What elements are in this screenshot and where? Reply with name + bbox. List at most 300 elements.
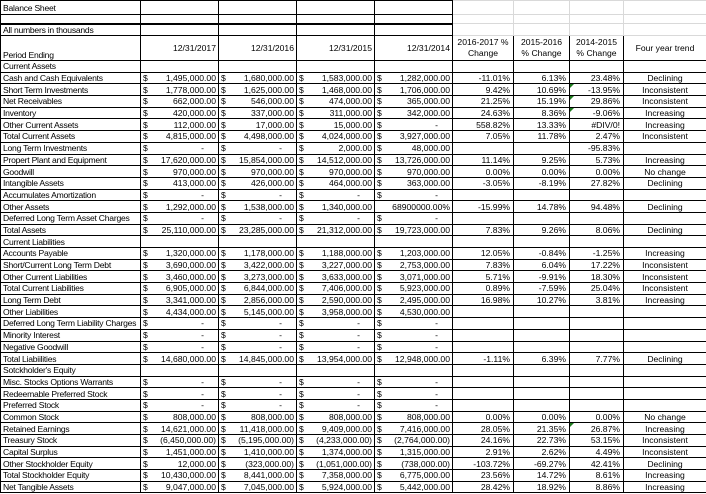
pct-cell[interactable]: 3.81%: [570, 294, 624, 306]
trend-cell[interactable]: [624, 329, 706, 341]
money-cell[interactable]: [297, 107, 375, 119]
trend-cell[interactable]: [624, 341, 706, 353]
empty-cell[interactable]: [570, 1, 624, 15]
section-label-cell[interactable]: Current Assets: [1, 61, 141, 73]
empty-cell[interactable]: [375, 1, 453, 15]
pct-cell[interactable]: -7.59%: [514, 283, 570, 295]
money-cell[interactable]: [375, 388, 453, 400]
pct-cell[interactable]: 6.13%: [514, 72, 570, 84]
money-cell[interactable]: [297, 353, 375, 365]
money-cell[interactable]: [219, 119, 297, 131]
row-label-cell[interactable]: Cash and Cash Equivalents: [1, 72, 141, 84]
money-cell[interactable]: [375, 96, 453, 108]
money-cell[interactable]: [219, 107, 297, 119]
pct-cell[interactable]: [453, 318, 514, 330]
money-cell[interactable]: [375, 423, 453, 435]
pct-cell[interactable]: [570, 376, 624, 388]
money-cell[interactable]: [141, 411, 219, 423]
pct-cell[interactable]: -9.91%: [514, 271, 570, 283]
trend-cell[interactable]: [624, 142, 706, 154]
section-label-cell[interactable]: Current Liabilities: [1, 236, 141, 248]
money-cell[interactable]: [219, 435, 297, 447]
money-cell[interactable]: [297, 201, 375, 213]
money-cell[interactable]: [219, 318, 297, 330]
pct-cell[interactable]: 8.36%: [514, 107, 570, 119]
pct-cell[interactable]: [514, 212, 570, 224]
pct-cell[interactable]: [453, 399, 514, 411]
pct-change-header-2014-2015[interactable]: 2014-2015 % Change: [570, 36, 624, 61]
row-label-cell[interactable]: Retained Earnings: [1, 423, 141, 435]
money-cell[interactable]: [375, 294, 453, 306]
empty-cell[interactable]: [514, 1, 570, 15]
trend-cell[interactable]: Inconsistent: [624, 446, 706, 458]
pct-cell[interactable]: 8.86%: [570, 481, 624, 493]
money-cell[interactable]: [375, 189, 453, 201]
money-cell[interactable]: [297, 119, 375, 131]
pct-cell[interactable]: [514, 318, 570, 330]
pct-cell[interactable]: [514, 306, 570, 318]
money-cell[interactable]: [141, 212, 219, 224]
pct-cell[interactable]: 29.86%: [570, 96, 624, 108]
pct-cell[interactable]: 11.14%: [453, 154, 514, 166]
trend-cell[interactable]: Declining: [624, 224, 706, 236]
money-cell[interactable]: [297, 96, 375, 108]
money-cell[interactable]: [219, 72, 297, 84]
money-cell[interactable]: [141, 446, 219, 458]
pct-cell[interactable]: 14.78%: [514, 201, 570, 213]
trend-cell[interactable]: Increasing: [624, 294, 706, 306]
money-cell[interactable]: [375, 61, 453, 73]
pct-cell[interactable]: 0.00%: [453, 411, 514, 423]
pct-cell[interactable]: 5.71%: [453, 271, 514, 283]
trend-cell[interactable]: [624, 61, 706, 73]
pct-cell[interactable]: 0.00%: [453, 166, 514, 178]
money-cell[interactable]: [297, 458, 375, 470]
pct-cell[interactable]: [453, 236, 514, 248]
money-cell[interactable]: [219, 470, 297, 482]
pct-cell[interactable]: 53.15%: [570, 435, 624, 447]
money-cell[interactable]: [375, 470, 453, 482]
money-cell[interactable]: [141, 107, 219, 119]
trend-cell[interactable]: Inconsistent: [624, 259, 706, 271]
pct-cell[interactable]: -3.05%: [453, 177, 514, 189]
money-cell[interactable]: [375, 131, 453, 143]
money-cell[interactable]: [297, 329, 375, 341]
money-cell[interactable]: [297, 131, 375, 143]
row-label-cell[interactable]: Other Assets: [1, 201, 141, 213]
pct-cell[interactable]: 2.47%: [570, 131, 624, 143]
empty-cell[interactable]: [297, 15, 375, 24]
money-cell[interactable]: [375, 177, 453, 189]
pct-cell[interactable]: [514, 142, 570, 154]
pct-cell[interactable]: 11.78%: [514, 131, 570, 143]
pct-cell[interactable]: [514, 376, 570, 388]
empty-cell[interactable]: [570, 15, 624, 24]
pct-cell[interactable]: [514, 236, 570, 248]
pct-cell[interactable]: 18.92%: [514, 481, 570, 493]
money-cell[interactable]: [219, 61, 297, 73]
pct-cell[interactable]: 15.19%: [514, 96, 570, 108]
money-cell[interactable]: [297, 61, 375, 73]
money-cell[interactable]: [219, 399, 297, 411]
row-label-cell[interactable]: Long Term Debt: [1, 294, 141, 306]
trend-cell[interactable]: [624, 212, 706, 224]
pct-cell[interactable]: 0.89%: [453, 283, 514, 295]
pct-cell[interactable]: 13.33%: [514, 119, 570, 131]
money-cell[interactable]: [219, 259, 297, 271]
trend-cell[interactable]: No change: [624, 411, 706, 423]
pct-cell[interactable]: [453, 189, 514, 201]
pct-cell[interactable]: -0.84%: [514, 248, 570, 260]
empty-cell[interactable]: [624, 24, 706, 36]
row-label-cell[interactable]: Treasury Stock: [1, 435, 141, 447]
pct-cell[interactable]: [570, 318, 624, 330]
money-cell[interactable]: [297, 283, 375, 295]
money-cell[interactable]: [297, 446, 375, 458]
pct-cell[interactable]: 18.30%: [570, 271, 624, 283]
row-label-cell[interactable]: Deferred Long Term Asset Charges: [1, 212, 141, 224]
pct-cell[interactable]: 24.16%: [453, 435, 514, 447]
money-cell[interactable]: [141, 376, 219, 388]
trend-cell[interactable]: Increasing: [624, 154, 706, 166]
money-cell[interactable]: [375, 154, 453, 166]
empty-cell[interactable]: [453, 1, 514, 15]
money-cell[interactable]: [375, 84, 453, 96]
money-cell[interactable]: [297, 84, 375, 96]
money-cell[interactable]: [297, 318, 375, 330]
pct-cell[interactable]: 2.62%: [514, 446, 570, 458]
money-cell[interactable]: [297, 154, 375, 166]
pct-cell[interactable]: -11.01%: [453, 72, 514, 84]
trend-cell[interactable]: Inconsistent: [624, 271, 706, 283]
row-label-cell[interactable]: Net Receivables: [1, 96, 141, 108]
row-label-cell[interactable]: Deferred Long Term Liability Charges: [1, 318, 141, 330]
money-cell[interactable]: [297, 142, 375, 154]
money-cell[interactable]: [219, 142, 297, 154]
money-cell[interactable]: [219, 177, 297, 189]
pct-cell[interactable]: 9.26%: [514, 224, 570, 236]
trend-cell[interactable]: No change: [624, 166, 706, 178]
money-cell[interactable]: [375, 142, 453, 154]
money-cell[interactable]: [141, 271, 219, 283]
row-label-cell[interactable]: Accumulates Amortization: [1, 189, 141, 201]
pct-cell[interactable]: [514, 341, 570, 353]
money-cell[interactable]: [297, 306, 375, 318]
money-cell[interactable]: [219, 329, 297, 341]
money-cell[interactable]: [375, 271, 453, 283]
empty-cell[interactable]: [514, 24, 570, 36]
money-cell[interactable]: [375, 212, 453, 224]
pct-cell[interactable]: 7.77%: [570, 353, 624, 365]
date-header-2014[interactable]: 12/31/2014: [375, 36, 453, 61]
pct-cell[interactable]: 25.04%: [570, 283, 624, 295]
pct-cell[interactable]: -69.27%: [514, 458, 570, 470]
row-label-cell[interactable]: Minority Interest: [1, 329, 141, 341]
row-label-cell[interactable]: Propert Plant and Equipment: [1, 154, 141, 166]
pct-cell[interactable]: 7.05%: [453, 131, 514, 143]
pct-cell[interactable]: 28.05%: [453, 423, 514, 435]
row-label-cell[interactable]: Negative Goodwill: [1, 341, 141, 353]
empty-cell[interactable]: [453, 24, 514, 36]
pct-cell[interactable]: [570, 212, 624, 224]
row-label-cell[interactable]: Accounts Payable: [1, 248, 141, 260]
empty-cell[interactable]: [297, 1, 375, 15]
pct-cell[interactable]: 7.83%: [453, 224, 514, 236]
money-cell[interactable]: [219, 201, 297, 213]
trend-cell[interactable]: Inconsistent: [624, 435, 706, 447]
section-label-cell[interactable]: Sotckholder's Equity: [1, 364, 141, 376]
money-cell[interactable]: [219, 166, 297, 178]
money-cell[interactable]: [141, 61, 219, 73]
money-cell[interactable]: [141, 119, 219, 131]
money-cell[interactable]: [141, 329, 219, 341]
pct-cell[interactable]: 23.56%: [453, 470, 514, 482]
trend-cell[interactable]: Inconsistent: [624, 84, 706, 96]
row-label-cell[interactable]: Short Term Investments: [1, 84, 141, 96]
trend-cell[interactable]: Declining: [624, 353, 706, 365]
money-cell[interactable]: [297, 411, 375, 423]
money-cell[interactable]: [219, 248, 297, 260]
money-cell[interactable]: [219, 154, 297, 166]
money-cell[interactable]: [375, 329, 453, 341]
pct-cell[interactable]: -103.72%: [453, 458, 514, 470]
row-label-cell[interactable]: Other Current Liabilities: [1, 271, 141, 283]
money-cell[interactable]: [297, 271, 375, 283]
pct-cell[interactable]: [570, 329, 624, 341]
pct-cell[interactable]: 21.25%: [453, 96, 514, 108]
money-cell[interactable]: [219, 96, 297, 108]
row-label-cell[interactable]: Other Stockholder Equity: [1, 458, 141, 470]
pct-cell[interactable]: -15.99%: [453, 201, 514, 213]
pct-cell[interactable]: 10.69%: [514, 84, 570, 96]
pct-cell[interactable]: 6.04%: [514, 259, 570, 271]
money-cell[interactable]: [141, 84, 219, 96]
money-cell[interactable]: [297, 236, 375, 248]
row-label-cell[interactable]: Other Current Assets: [1, 119, 141, 131]
money-cell[interactable]: [297, 294, 375, 306]
trend-cell[interactable]: Inconsistent: [624, 283, 706, 295]
money-cell[interactable]: [297, 435, 375, 447]
pct-cell[interactable]: 2.91%: [453, 446, 514, 458]
pct-change-header-2016-2017[interactable]: 2016-2017 % Change: [453, 36, 514, 61]
money-cell[interactable]: [297, 259, 375, 271]
money-cell[interactable]: [375, 341, 453, 353]
pct-cell[interactable]: -1.25%: [570, 248, 624, 260]
money-cell[interactable]: [297, 224, 375, 236]
money-cell[interactable]: [141, 341, 219, 353]
money-cell[interactable]: [375, 248, 453, 260]
pct-cell[interactable]: 8.06%: [570, 224, 624, 236]
pct-cell[interactable]: 24.63%: [453, 107, 514, 119]
money-cell[interactable]: [141, 306, 219, 318]
money-cell[interactable]: [141, 224, 219, 236]
pct-cell[interactable]: [514, 399, 570, 411]
pct-cell[interactable]: [570, 364, 624, 376]
empty-cell[interactable]: [375, 24, 453, 36]
empty-cell[interactable]: [141, 24, 219, 36]
money-cell[interactable]: [297, 341, 375, 353]
pct-cell[interactable]: [453, 329, 514, 341]
pct-cell[interactable]: 0.00%: [570, 411, 624, 423]
money-cell[interactable]: [375, 318, 453, 330]
money-cell[interactable]: [219, 294, 297, 306]
trend-cell[interactable]: Increasing: [624, 423, 706, 435]
row-label-cell[interactable]: Net Tangible Assets: [1, 481, 141, 493]
pct-cell[interactable]: 28.42%: [453, 481, 514, 493]
money-cell[interactable]: [375, 306, 453, 318]
money-cell[interactable]: [141, 189, 219, 201]
trend-cell[interactable]: [624, 388, 706, 400]
money-cell[interactable]: [141, 236, 219, 248]
date-header-2017[interactable]: 12/31/2017: [141, 36, 219, 61]
trend-cell[interactable]: [624, 376, 706, 388]
money-cell[interactable]: [219, 341, 297, 353]
money-cell[interactable]: [219, 84, 297, 96]
money-cell[interactable]: [297, 177, 375, 189]
pct-cell[interactable]: 8.61%: [570, 470, 624, 482]
pct-cell[interactable]: [453, 212, 514, 224]
trend-cell[interactable]: Increasing: [624, 481, 706, 493]
empty-cell[interactable]: [624, 1, 706, 15]
money-cell[interactable]: [219, 481, 297, 493]
pct-cell[interactable]: [514, 364, 570, 376]
money-cell[interactable]: [297, 166, 375, 178]
pct-cell[interactable]: [570, 236, 624, 248]
pct-cell[interactable]: 7.83%: [453, 259, 514, 271]
pct-cell[interactable]: 9.25%: [514, 154, 570, 166]
money-cell[interactable]: [219, 224, 297, 236]
money-cell[interactable]: [141, 399, 219, 411]
pct-cell[interactable]: 23.48%: [570, 72, 624, 84]
trend-cell[interactable]: Declining: [624, 201, 706, 213]
empty-cell[interactable]: [1, 15, 141, 24]
pct-cell[interactable]: 14.72%: [514, 470, 570, 482]
money-cell[interactable]: [219, 458, 297, 470]
pct-cell[interactable]: 22.73%: [514, 435, 570, 447]
trend-cell[interactable]: Increasing: [624, 248, 706, 260]
money-cell[interactable]: [375, 411, 453, 423]
money-cell[interactable]: [297, 470, 375, 482]
trend-cell[interactable]: [624, 236, 706, 248]
pct-cell[interactable]: [570, 61, 624, 73]
money-cell[interactable]: [141, 318, 219, 330]
pct-cell[interactable]: 4.49%: [570, 446, 624, 458]
pct-cell[interactable]: 21.35%: [514, 423, 570, 435]
money-cell[interactable]: [219, 446, 297, 458]
pct-cell[interactable]: -1.11%: [453, 353, 514, 365]
pct-cell[interactable]: [453, 376, 514, 388]
money-cell[interactable]: [219, 212, 297, 224]
trend-cell[interactable]: [624, 399, 706, 411]
row-label-cell[interactable]: Short/Current Long Term Debt: [1, 259, 141, 271]
money-cell[interactable]: [375, 376, 453, 388]
date-header-2016[interactable]: 12/31/2016: [219, 36, 297, 61]
money-cell[interactable]: [219, 423, 297, 435]
pct-cell[interactable]: 0.00%: [570, 166, 624, 178]
money-cell[interactable]: [297, 212, 375, 224]
money-cell[interactable]: [375, 364, 453, 376]
row-label-cell[interactable]: Long Term Investments: [1, 142, 141, 154]
row-label-cell[interactable]: Total Liabiilities: [1, 353, 141, 365]
row-label-cell[interactable]: Misc. Stocks Options Warrants: [1, 376, 141, 388]
money-cell[interactable]: [141, 458, 219, 470]
money-cell[interactable]: [219, 364, 297, 376]
money-cell[interactable]: [297, 388, 375, 400]
pct-cell[interactable]: 5.73%: [570, 154, 624, 166]
money-cell[interactable]: [141, 131, 219, 143]
money-cell[interactable]: [297, 481, 375, 493]
money-cell[interactable]: [219, 131, 297, 143]
money-cell[interactable]: [141, 481, 219, 493]
pct-cell[interactable]: 17.22%: [570, 259, 624, 271]
empty-cell[interactable]: [514, 15, 570, 24]
money-cell[interactable]: [141, 435, 219, 447]
trend-cell[interactable]: [624, 306, 706, 318]
pct-cell[interactable]: [453, 341, 514, 353]
pct-cell[interactable]: 42.41%: [570, 458, 624, 470]
money-cell[interactable]: [141, 177, 219, 189]
money-cell[interactable]: [375, 481, 453, 493]
pct-cell[interactable]: 16.98%: [453, 294, 514, 306]
pct-cell[interactable]: -9.06%: [570, 107, 624, 119]
trend-cell[interactable]: Increasing: [624, 470, 706, 482]
row-label-cell[interactable]: Inventory: [1, 107, 141, 119]
trend-cell[interactable]: Declining: [624, 177, 706, 189]
money-cell[interactable]: [375, 166, 453, 178]
pct-cell[interactable]: [570, 306, 624, 318]
trend-cell[interactable]: Declining: [624, 72, 706, 84]
money-cell[interactable]: [141, 248, 219, 260]
money-cell[interactable]: [375, 224, 453, 236]
empty-cell[interactable]: [570, 24, 624, 36]
pct-cell[interactable]: 26.87%: [570, 423, 624, 435]
pct-cell[interactable]: -13.95%: [570, 84, 624, 96]
empty-cell[interactable]: [219, 24, 297, 36]
pct-cell[interactable]: #DIV/0!: [570, 119, 624, 131]
empty-cell[interactable]: [375, 15, 453, 24]
money-cell[interactable]: [141, 72, 219, 84]
pct-cell[interactable]: 94.48%: [570, 201, 624, 213]
date-header-2015[interactable]: 12/31/2015: [297, 36, 375, 61]
empty-cell[interactable]: [219, 15, 297, 24]
trend-header[interactable]: Four year trend: [624, 36, 706, 61]
trend-cell[interactable]: Inconsistent: [624, 96, 706, 108]
money-cell[interactable]: [141, 166, 219, 178]
money-cell[interactable]: [375, 107, 453, 119]
money-cell[interactable]: [375, 259, 453, 271]
period-ending-header[interactable]: Period Ending: [1, 36, 141, 61]
empty-cell[interactable]: [453, 15, 514, 24]
money-cell[interactable]: [141, 96, 219, 108]
money-cell[interactable]: [219, 388, 297, 400]
trend-cell[interactable]: Increasing: [624, 119, 706, 131]
pct-cell[interactable]: 27.82%: [570, 177, 624, 189]
trend-cell[interactable]: [624, 364, 706, 376]
empty-cell[interactable]: [141, 1, 219, 15]
row-label-cell[interactable]: Redeemable Preferred Stock: [1, 388, 141, 400]
pct-cell[interactable]: -8.19%: [514, 177, 570, 189]
money-cell[interactable]: [219, 411, 297, 423]
money-cell[interactable]: [141, 470, 219, 482]
pct-cell[interactable]: 12.05%: [453, 248, 514, 260]
money-cell[interactable]: [219, 306, 297, 318]
pct-cell[interactable]: 10.27%: [514, 294, 570, 306]
pct-change-header-2015-2016[interactable]: 2015-2016 % Change: [514, 36, 570, 61]
money-cell[interactable]: [219, 189, 297, 201]
empty-cell[interactable]: [624, 15, 706, 24]
pct-cell[interactable]: 9.42%: [453, 84, 514, 96]
money-cell[interactable]: [297, 376, 375, 388]
